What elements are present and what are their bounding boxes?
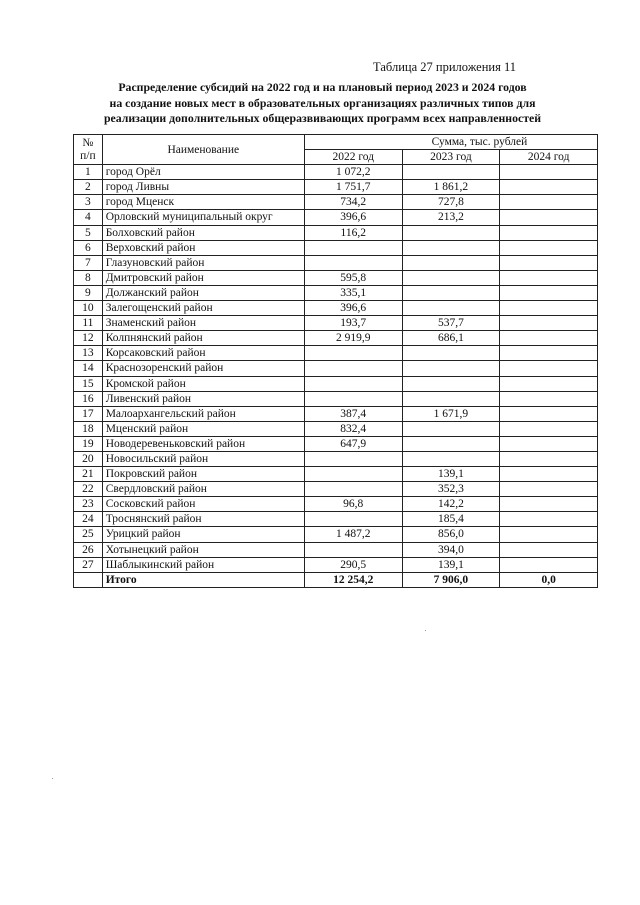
table-row	[74, 195, 598, 210]
subsidy-table	[73, 134, 598, 588]
row-number: 1	[74, 165, 103, 180]
row-number: 21	[74, 467, 103, 482]
row-value-2024	[500, 421, 598, 436]
row-value-2022: 832,4	[304, 421, 402, 436]
table-row	[74, 557, 598, 572]
row-name: Залегощенский район	[102, 301, 304, 316]
row-value-2024	[500, 391, 598, 406]
row-value-2023	[402, 255, 500, 270]
row-value-2023	[402, 346, 500, 361]
row-number: 11	[74, 316, 103, 331]
row-value-2023	[402, 301, 500, 316]
row-value-2023: 213,2	[402, 210, 500, 225]
row-value-2024	[500, 285, 598, 300]
table-row	[74, 527, 598, 542]
row-number: 13	[74, 346, 103, 361]
row-name: Верховский район	[102, 240, 304, 255]
row-value-2024	[500, 527, 598, 542]
table-row	[74, 240, 598, 255]
row-number: 16	[74, 391, 103, 406]
row-number: 22	[74, 482, 103, 497]
table-row	[74, 421, 598, 436]
row-name: Орловский муниципальный округ	[102, 210, 304, 225]
row-name: Ливенский район	[102, 391, 304, 406]
row-value-2023: 352,3	[402, 482, 500, 497]
row-value-2023: 139,1	[402, 557, 500, 572]
row-value-2024	[500, 240, 598, 255]
row-name: Должанский район	[102, 285, 304, 300]
header-year-2022: 2022 год	[304, 150, 402, 165]
header-num: № п/п	[74, 135, 103, 165]
row-value-2023	[402, 451, 500, 466]
table-row	[74, 436, 598, 451]
row-value-2022: 387,4	[304, 406, 402, 421]
row-number: 3	[74, 195, 103, 210]
row-value-2022: 647,9	[304, 436, 402, 451]
row-number: 25	[74, 527, 103, 542]
table-row	[74, 255, 598, 270]
row-number: 10	[74, 301, 103, 316]
header-name: Наименование	[102, 135, 304, 165]
total-2024: 0,0	[500, 572, 598, 587]
row-name: Краснозоренский район	[102, 361, 304, 376]
row-value-2023	[402, 270, 500, 285]
table-row	[74, 542, 598, 557]
scan-speck	[52, 778, 53, 779]
header-year-2024: 2024 год	[500, 150, 598, 165]
row-value-2023	[402, 285, 500, 300]
row-value-2022: 116,2	[304, 225, 402, 240]
row-value-2024	[500, 210, 598, 225]
row-value-2022	[304, 467, 402, 482]
row-name: Свердловский район	[102, 482, 304, 497]
row-name: город Ливны	[102, 180, 304, 195]
row-value-2022: 2 919,9	[304, 331, 402, 346]
row-value-2023: 537,7	[402, 316, 500, 331]
scan-speck	[425, 630, 426, 631]
total-2023: 7 906,0	[402, 572, 500, 587]
row-value-2023: 142,2	[402, 497, 500, 512]
row-name: Мценский район	[102, 421, 304, 436]
row-value-2023	[402, 361, 500, 376]
total-label: Итого	[102, 572, 304, 587]
row-value-2022: 193,7	[304, 316, 402, 331]
row-value-2023	[402, 165, 500, 180]
row-number: 5	[74, 225, 103, 240]
table-row	[74, 165, 598, 180]
row-name: Покровский район	[102, 467, 304, 482]
table-row	[74, 467, 598, 482]
row-value-2022	[304, 346, 402, 361]
row-name: Кромской район	[102, 376, 304, 391]
row-value-2023: 185,4	[402, 512, 500, 527]
row-number: 12	[74, 331, 103, 346]
row-value-2024	[500, 255, 598, 270]
row-number: 20	[74, 451, 103, 466]
row-name: город Орёл	[102, 165, 304, 180]
row-number: 8	[74, 270, 103, 285]
row-value-2024	[500, 361, 598, 376]
row-value-2022	[304, 391, 402, 406]
row-value-2022: 335,1	[304, 285, 402, 300]
row-number: 18	[74, 421, 103, 436]
row-value-2024	[500, 542, 598, 557]
row-value-2022: 1 072,2	[304, 165, 402, 180]
table-row	[74, 301, 598, 316]
row-value-2023: 394,0	[402, 542, 500, 557]
row-value-2022: 595,8	[304, 270, 402, 285]
table-row	[74, 482, 598, 497]
row-name: Малоархангельский район	[102, 406, 304, 421]
table-caption: Таблица 27 приложения 11	[373, 60, 516, 74]
row-number: 14	[74, 361, 103, 376]
row-value-2022	[304, 361, 402, 376]
row-value-2024	[500, 451, 598, 466]
row-value-2022: 734,2	[304, 195, 402, 210]
row-value-2023: 139,1	[402, 467, 500, 482]
row-value-2024	[500, 497, 598, 512]
row-number: 2	[74, 180, 103, 195]
row-value-2024	[500, 346, 598, 361]
row-name: Корсаковский район	[102, 346, 304, 361]
table-row	[74, 497, 598, 512]
header-sum: Сумма, тыс. рублей	[304, 135, 597, 150]
table-row	[74, 270, 598, 285]
row-value-2024	[500, 301, 598, 316]
row-value-2024	[500, 436, 598, 451]
row-name: Знаменский район	[102, 316, 304, 331]
table-row	[74, 210, 598, 225]
row-value-2022: 1 751,7	[304, 180, 402, 195]
row-name: Троснянский район	[102, 512, 304, 527]
row-value-2023	[402, 391, 500, 406]
row-number: 7	[74, 255, 103, 270]
row-value-2024	[500, 406, 598, 421]
row-value-2023: 686,1	[402, 331, 500, 346]
row-number: 19	[74, 436, 103, 451]
table-row	[74, 331, 598, 346]
row-value-2022	[304, 255, 402, 270]
row-value-2022: 96,8	[304, 497, 402, 512]
table-row	[74, 451, 598, 466]
total-2022: 12 254,2	[304, 572, 402, 587]
row-name: Шаблыкинский район	[102, 557, 304, 572]
row-number: 27	[74, 557, 103, 572]
row-value-2024	[500, 195, 598, 210]
row-number: 23	[74, 497, 103, 512]
row-value-2024	[500, 512, 598, 527]
total-num-cell	[74, 572, 103, 587]
row-number: 24	[74, 512, 103, 527]
row-value-2024	[500, 180, 598, 195]
row-value-2022: 1 487,2	[304, 527, 402, 542]
row-value-2024	[500, 467, 598, 482]
row-value-2023	[402, 240, 500, 255]
title-line-2: на создание новых мест в образовательных организациях различных типов для	[109, 95, 536, 110]
row-value-2024	[500, 557, 598, 572]
row-value-2022	[304, 542, 402, 557]
title-line-1: Распределение субсидий на 2022 год и на плановый период 2023 и 2024 годов	[118, 80, 527, 94]
row-number: 4	[74, 210, 103, 225]
row-name: Дмитровский район	[102, 270, 304, 285]
row-name: Хотынецкий район	[102, 542, 304, 557]
row-number: 9	[74, 285, 103, 300]
row-value-2023: 856,0	[402, 527, 500, 542]
table-row	[74, 285, 598, 300]
row-value-2022	[304, 240, 402, 255]
row-value-2024	[500, 270, 598, 285]
row-value-2024	[500, 482, 598, 497]
row-number: 6	[74, 240, 103, 255]
table-row	[74, 391, 598, 406]
row-value-2024	[500, 376, 598, 391]
row-name: Глазуновский район	[102, 255, 304, 270]
table-row	[74, 316, 598, 331]
header-year-2023: 2023 год	[402, 150, 500, 165]
total-row	[74, 572, 598, 587]
row-name: Колпнянский район	[102, 331, 304, 346]
row-value-2024	[500, 165, 598, 180]
row-number: 26	[74, 542, 103, 557]
row-value-2023	[402, 225, 500, 240]
row-value-2023	[402, 436, 500, 451]
row-value-2023: 1 861,2	[402, 180, 500, 195]
row-name: Урицкий район	[102, 527, 304, 542]
table-row	[74, 180, 598, 195]
row-number: 17	[74, 406, 103, 421]
row-value-2024	[500, 331, 598, 346]
row-value-2022: 396,6	[304, 210, 402, 225]
row-value-2022	[304, 451, 402, 466]
row-name: Болховский район	[102, 225, 304, 240]
row-value-2022	[304, 376, 402, 391]
document-title	[60, 80, 585, 127]
row-value-2024	[500, 316, 598, 331]
row-name: Новосильский район	[102, 451, 304, 466]
row-value-2022	[304, 512, 402, 527]
row-name: Сосковский район	[102, 497, 304, 512]
row-value-2023: 1 671,9	[402, 406, 500, 421]
table-row	[74, 225, 598, 240]
table-row	[74, 406, 598, 421]
table-row	[74, 376, 598, 391]
header-row	[74, 135, 598, 150]
row-name: город Мценск	[102, 195, 304, 210]
row-value-2023: 727,8	[402, 195, 500, 210]
title-line-3: реализации дополнительных общеразвивающих программ всех направленностей	[103, 111, 542, 125]
row-value-2023	[402, 421, 500, 436]
table-row	[74, 512, 598, 527]
row-value-2022: 396,6	[304, 301, 402, 316]
table-row	[74, 361, 598, 376]
table-row	[74, 346, 598, 361]
row-value-2022: 290,5	[304, 557, 402, 572]
row-number: 15	[74, 376, 103, 391]
row-name: Новодеревеньковский район	[102, 436, 304, 451]
row-value-2024	[500, 225, 598, 240]
row-value-2023	[402, 376, 500, 391]
row-value-2022	[304, 482, 402, 497]
